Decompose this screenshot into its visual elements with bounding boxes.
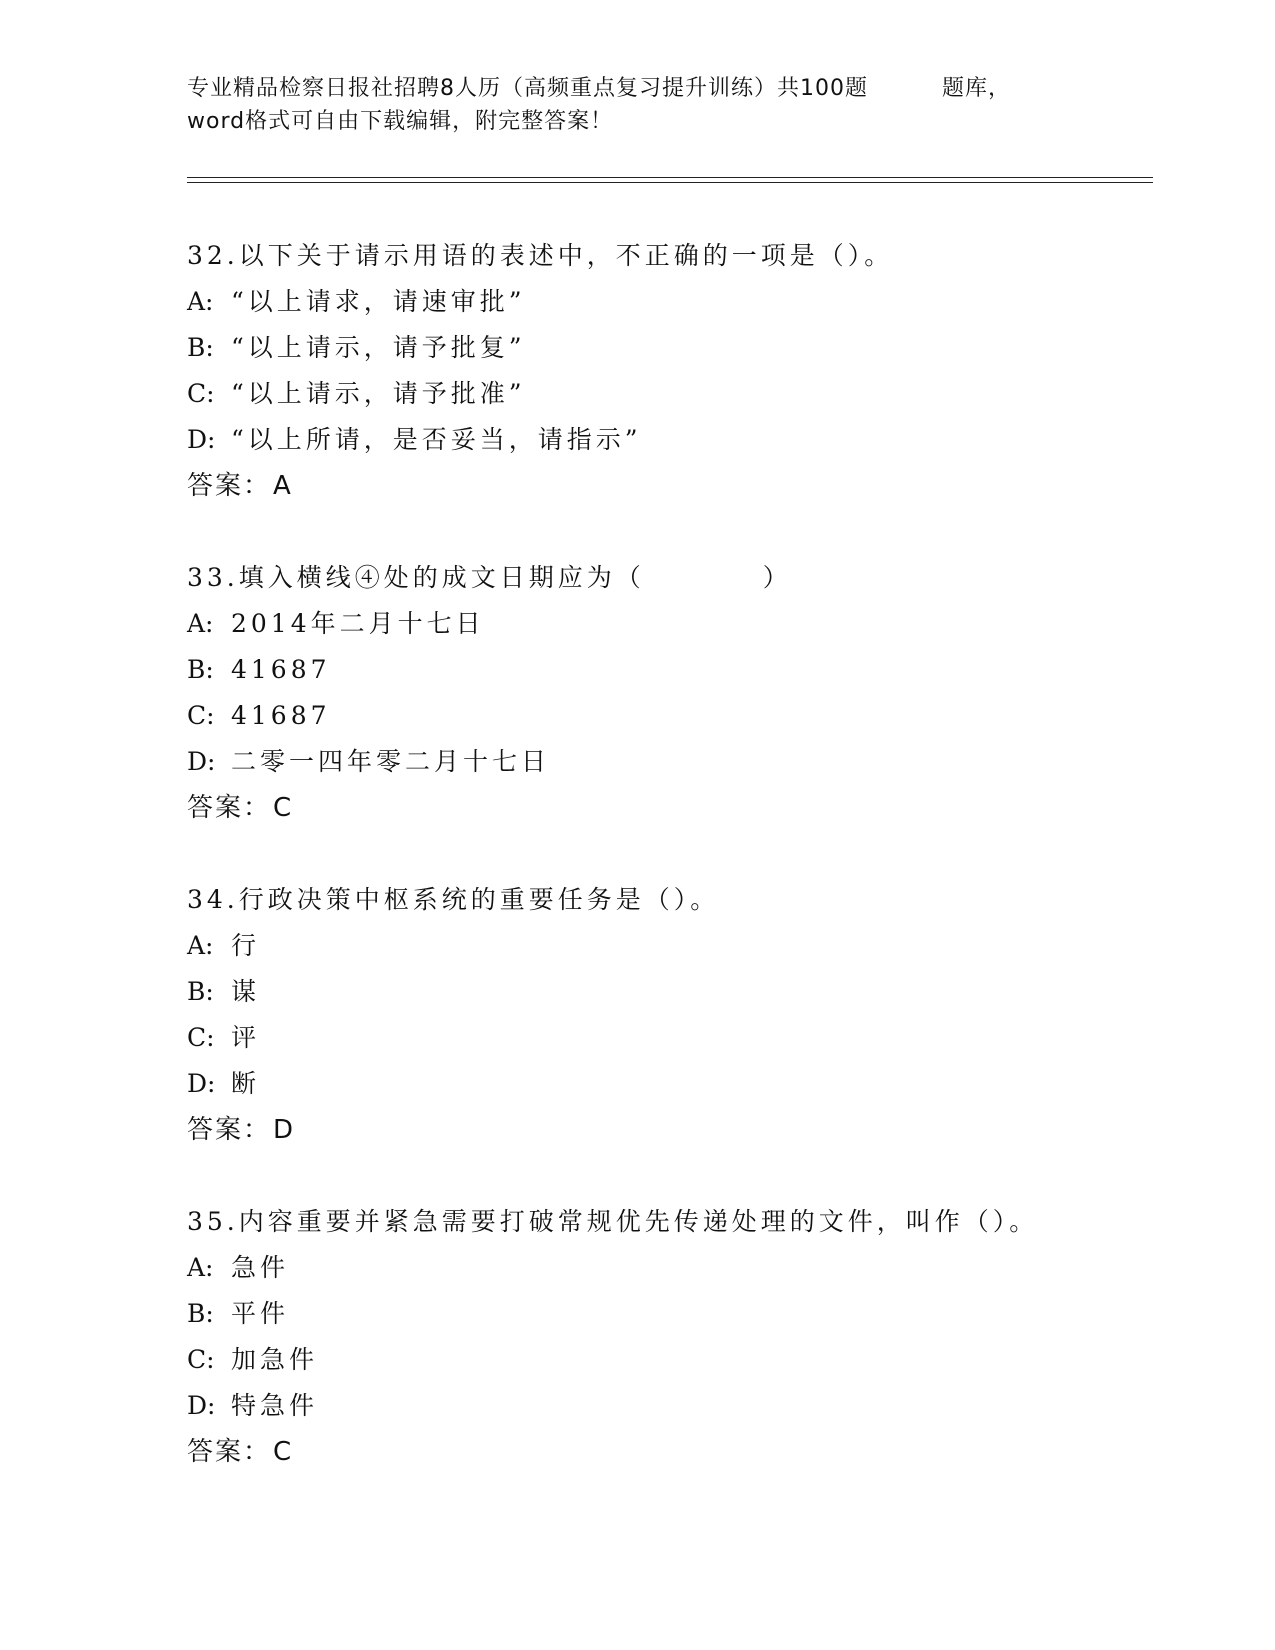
answer-value: D (273, 1115, 296, 1145)
header-divider-bottom (187, 182, 1153, 183)
option-b (187, 325, 1137, 371)
option-letter: D: (187, 1391, 216, 1420)
question-block (187, 877, 1137, 1153)
option-text: “以上所请，是否妥当，请指示” (231, 425, 642, 454)
option-text: 谋 (231, 977, 261, 1006)
question-block (187, 555, 1137, 831)
header-line-2: word格式可自由下载编辑，附完整答案！ (187, 109, 614, 134)
option-text: 二零一四年零二月十七日 (231, 747, 551, 776)
option-text: 断 (231, 1069, 261, 1098)
option-text: 行 (231, 931, 261, 960)
question-text: 行政决策中枢系统的重要任务是（）。 (238, 885, 720, 914)
option-letter: B: (187, 1299, 214, 1328)
question-text-tail: ） (762, 563, 792, 592)
option-d (187, 1383, 1137, 1429)
option-text: 41687 (231, 701, 331, 730)
answer-label: 答案： (187, 1115, 272, 1145)
question-number: 32. (187, 241, 239, 270)
document-header (187, 72, 1087, 138)
option-letter: C: (187, 379, 215, 408)
question-number: 33. (187, 563, 239, 592)
option-letter: A: (187, 287, 214, 316)
option-c (187, 693, 1137, 739)
question-block (187, 233, 1137, 509)
option-text: 评 (231, 1023, 261, 1052)
option-c (187, 1015, 1137, 1061)
option-letter: A: (187, 1253, 214, 1282)
option-letter: B: (187, 333, 214, 362)
option-b (187, 969, 1137, 1015)
header-title-tail: 题库， (942, 76, 1012, 101)
option-text: “以上请示，请予批复” (231, 333, 526, 362)
answer-value: C (273, 1437, 294, 1467)
option-text: 2014年二月十七日 (231, 609, 485, 638)
header-line-1 (187, 72, 1087, 105)
option-a (187, 601, 1137, 647)
answer-label: 答案： (187, 1437, 272, 1467)
option-letter: C: (187, 701, 215, 730)
option-b (187, 647, 1137, 693)
option-letter: B: (187, 655, 214, 684)
option-text: 41687 (231, 655, 331, 684)
header-divider-top (187, 177, 1153, 178)
answer (187, 1429, 1137, 1475)
option-letter: D: (187, 747, 216, 776)
option-text: 加急件 (231, 1345, 319, 1374)
question-block (187, 1199, 1137, 1475)
option-letter: C: (187, 1345, 215, 1374)
question-stem (187, 233, 1137, 279)
question-stem (187, 1199, 1137, 1245)
option-letter: B: (187, 977, 214, 1006)
option-letter: A: (187, 931, 214, 960)
question-text: 内容重要并紧急需要打破常规优先传递处理的文件，叫作（）。 (238, 1207, 1039, 1236)
option-a (187, 279, 1137, 325)
option-text: 特急件 (231, 1391, 319, 1420)
answer (187, 1107, 1137, 1153)
option-c (187, 1337, 1137, 1383)
header-title: 专业精品检察日报社招聘8人历（高频重点复习提升训练）共100题 (187, 76, 868, 101)
question-text: 以下关于请示用语的表述中，不正确的一项是（）。 (238, 241, 894, 270)
answer-value: C (273, 793, 294, 823)
option-letter: C: (187, 1023, 215, 1052)
option-d (187, 1061, 1137, 1107)
question-text: 填入横线④处的成文日期应为（ (238, 563, 645, 592)
option-c (187, 371, 1137, 417)
option-letter: D: (187, 1069, 216, 1098)
answer-label: 答案： (187, 793, 272, 823)
answer (187, 463, 1137, 509)
option-a (187, 1245, 1137, 1291)
question-stem (187, 555, 1137, 601)
option-text: “以上请示，请予批准” (231, 379, 526, 408)
question-number: 35. (187, 1207, 239, 1236)
question-stem (187, 877, 1137, 923)
option-d (187, 739, 1137, 785)
option-text: “以上请求，请速审批” (231, 287, 526, 316)
option-text: 平件 (231, 1299, 290, 1328)
option-d (187, 417, 1137, 463)
answer (187, 785, 1137, 831)
option-a (187, 923, 1137, 969)
option-letter: A: (187, 609, 214, 638)
option-b (187, 1291, 1137, 1337)
option-text: 急件 (231, 1253, 290, 1282)
option-letter: D: (187, 425, 216, 454)
answer-value: A (273, 471, 293, 501)
question-number: 34. (187, 885, 239, 914)
answer-label: 答案： (187, 471, 272, 501)
